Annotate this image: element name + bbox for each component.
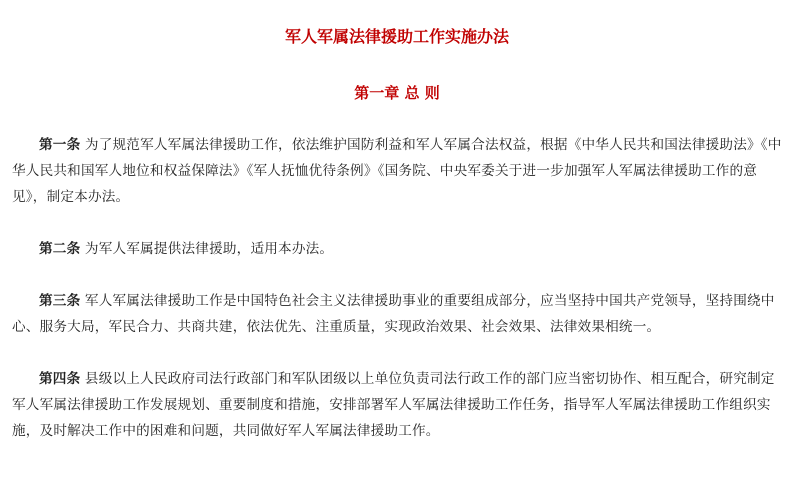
document-title: 军人军属法律援助工作实施办法 (284, 27, 509, 46)
article-2 (12, 236, 782, 262)
article-2-label: 第二条 (39, 241, 81, 257)
article-2-text: 为军人军属提供法律援助，适用本办法。 (84, 241, 334, 257)
article-4 (12, 366, 782, 444)
article-3 (12, 288, 782, 340)
article-1 (12, 132, 782, 210)
article-3-label: 第三条 (39, 293, 81, 309)
article-4-text: 县级以上人民政府司法行政部门和军队团级以上单位负责司法行政工作的部门应当密切协作、相互配合，研究制定军人军属法律援助工作发展规划、重要制度和措施，安排部署军人军属法律援助工作任务，指导军人军属法律援助工作组织实施，及时解决工作中的困难和问题，共同做好军人军属法律援助工作。 (12, 371, 775, 439)
article-3-text: 军人军属法律援助工作是中国特色社会主义法律援助事业的重要组成部分，应当坚持中国共产党领导，坚持围绕中心、服务大局，军民合力、共商共建，依法优先、注重质量，实现政治效果、社会效果、法律效果相统一。 (12, 293, 775, 335)
article-1-label: 第一条 (39, 137, 81, 153)
article-4-label: 第四条 (39, 371, 81, 387)
article-1-text: 为了规范军人军属法律援助工作，依法维护国防利益和军人军属合法权益，根据《中华人民共和国法律援助法》《中华人民共和国军人地位和权益保障法》《军人抚恤优待条例》《国务院、中央军委关于进一步加强军人军属法律援助工作的意见》，制定本办法。 (12, 137, 782, 205)
chapter-heading: 第一章 总 则 (354, 84, 440, 102)
